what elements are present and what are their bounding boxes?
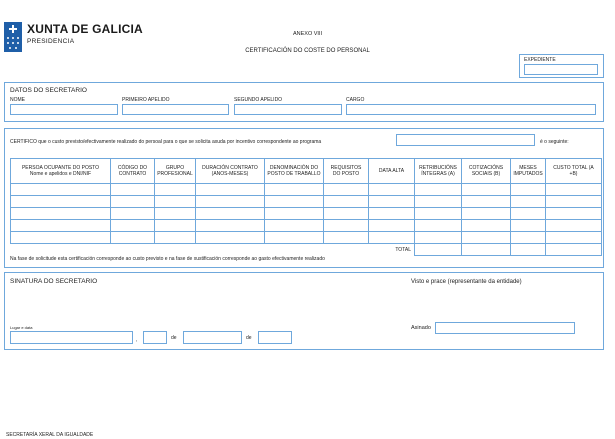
nome-label: NOME	[10, 97, 25, 103]
primeiro-apelido-label: PRIMEIRO APELIDO	[122, 97, 170, 103]
certifico-suffix: é o seguinte:	[540, 139, 569, 145]
col-header-requisitos: REQUISITOS DO POSTO	[324, 159, 369, 184]
certifico-text: CERTIFICO que o custo previsto/efectivamente realizado do persoal para o que se solicita axuda por incentivo correspondente ao programa	[10, 139, 322, 145]
table-cell[interactable]	[369, 232, 415, 244]
total-cell-meses[interactable]	[511, 244, 546, 256]
de-label-1: de	[171, 335, 177, 341]
table-cell[interactable]	[111, 196, 155, 208]
table-cell[interactable]	[265, 184, 324, 196]
table-cell[interactable]	[511, 232, 546, 244]
table-cell[interactable]	[155, 208, 196, 220]
table-row	[11, 232, 602, 244]
document-title: CERTIFICACIÓN DO COSTE DO PERSONAL	[245, 48, 370, 54]
col-header-meses: MESES IMPUTADOS	[511, 159, 546, 184]
table-cell[interactable]	[196, 196, 265, 208]
table-cell[interactable]	[155, 220, 196, 232]
table-cell[interactable]	[11, 208, 111, 220]
table-cell[interactable]	[415, 232, 462, 244]
section-title-secretario: DATOS DO SECRETARIO	[10, 87, 87, 94]
place-field[interactable]	[10, 331, 133, 344]
cost-table	[10, 158, 602, 256]
table-cell[interactable]	[546, 220, 602, 232]
footer-text: SECRETARÍA XERAL DA IGUALDADE	[6, 432, 94, 438]
table-cell[interactable]	[369, 208, 415, 220]
table-cell[interactable]	[511, 196, 546, 208]
col-header-data-alta: DATA ALTA	[369, 159, 415, 184]
col-header-codigo: CÓDIGO DO CONTRATO	[111, 159, 155, 184]
nome-field[interactable]	[10, 104, 118, 115]
table-cell[interactable]	[265, 220, 324, 232]
table-cell[interactable]	[511, 220, 546, 232]
table-cell[interactable]	[11, 232, 111, 244]
signature-title: SINATURA DO SECRETARIO	[10, 278, 98, 285]
expediente-field[interactable]	[524, 64, 598, 75]
table-cell[interactable]	[111, 220, 155, 232]
col-header-grupo: GRUPO PROFESIONAL	[155, 159, 196, 184]
col-header-persoa: PERSOA OCUPANTE DO POSTO Nome e apelidos e DNI/NIF	[11, 159, 111, 184]
comma-separator: ,	[136, 337, 138, 343]
asinado-field[interactable]	[435, 322, 575, 334]
table-cell[interactable]	[265, 208, 324, 220]
table-cell[interactable]	[111, 232, 155, 244]
total-row	[11, 244, 602, 256]
table-row	[11, 184, 602, 196]
de-label-2: de	[246, 335, 252, 341]
total-cell-custo[interactable]	[546, 244, 602, 256]
table-cell[interactable]	[415, 184, 462, 196]
programa-field[interactable]	[396, 134, 535, 146]
brand-subtitle: PRESIDENCIA	[27, 38, 75, 45]
table-cell[interactable]	[324, 220, 369, 232]
table-cell[interactable]	[462, 196, 511, 208]
table-cell[interactable]	[324, 208, 369, 220]
table-cell[interactable]	[324, 232, 369, 244]
total-label: TOTAL	[11, 244, 415, 256]
table-cell[interactable]	[196, 220, 265, 232]
table-cell[interactable]	[111, 184, 155, 196]
brand-name: XUNTA DE GALICIA	[27, 22, 143, 36]
table-cell[interactable]	[265, 196, 324, 208]
table-cell[interactable]	[546, 184, 602, 196]
secretario-section	[4, 82, 604, 122]
cargo-label: CARGO	[346, 97, 365, 103]
signature-section	[4, 272, 604, 350]
table-cell[interactable]	[546, 232, 602, 244]
table-cell[interactable]	[462, 208, 511, 220]
expediente-label: EXPEDIENTE	[524, 57, 556, 63]
col-header-denominacion: DENOMINACIÓN DO POSTO DE TRABALLO	[265, 159, 324, 184]
col-header-duracion: DURACIÓN CONTRATO (ANOS-MESES)	[196, 159, 265, 184]
table-cell[interactable]	[324, 196, 369, 208]
col-header-custo-total: CUSTO TOTAL (A +B)	[546, 159, 602, 184]
table-cell[interactable]	[155, 196, 196, 208]
table-cell[interactable]	[324, 184, 369, 196]
table-row	[11, 208, 602, 220]
year-field[interactable]	[258, 331, 292, 344]
table-cell[interactable]	[155, 232, 196, 244]
table-cell[interactable]	[462, 184, 511, 196]
table-cell[interactable]	[511, 208, 546, 220]
table-cell[interactable]	[415, 196, 462, 208]
segundo-apelido-label: SEGUNDO APELIDO	[234, 97, 283, 103]
table-row	[11, 220, 602, 232]
place-date-label: Lugar e data	[10, 325, 33, 330]
annex-label: ANEXO VIII	[292, 31, 323, 37]
table-cell[interactable]	[369, 220, 415, 232]
total-cell-cotizacions[interactable]	[462, 244, 511, 256]
total-cell-retribucions[interactable]	[415, 244, 462, 256]
table-cell[interactable]	[11, 184, 111, 196]
segundo-apelido-field[interactable]	[234, 104, 342, 115]
table-cell[interactable]	[196, 208, 265, 220]
expediente-box	[519, 54, 604, 78]
table-cell[interactable]	[11, 220, 111, 232]
table-cell[interactable]	[196, 184, 265, 196]
table-cell[interactable]	[265, 232, 324, 244]
table-cell[interactable]	[369, 184, 415, 196]
table-cell[interactable]	[415, 220, 462, 232]
note-text: Na fase de solicitude esta certificación corresponde ao custo previsto e na fase de xustificación corresponde ao gasto efectivamente realizado	[10, 256, 325, 262]
asinado-label: Asinado	[411, 325, 431, 331]
cargo-field[interactable]	[346, 104, 596, 115]
col-header-cotizacions: COTIZACIÓNS SOCIAIS (B)	[462, 159, 511, 184]
table-cell[interactable]	[155, 184, 196, 196]
table-cell[interactable]	[546, 196, 602, 208]
visto-title: Visto e prace (representante da entidade)	[411, 279, 522, 285]
table-cell[interactable]	[196, 232, 265, 244]
table-cell[interactable]	[369, 196, 415, 208]
table-cell[interactable]	[111, 208, 155, 220]
month-field[interactable]	[183, 331, 242, 344]
table-cell[interactable]	[462, 232, 511, 244]
table-row	[11, 196, 602, 208]
col-header-retribucions: RETRIBUCIÓNS ÍNTEGRAS (A)	[415, 159, 462, 184]
table-cell[interactable]	[11, 196, 111, 208]
table-cell[interactable]	[546, 208, 602, 220]
table-cell[interactable]	[462, 220, 511, 232]
table-cell[interactable]	[511, 184, 546, 196]
table-cell[interactable]	[415, 208, 462, 220]
day-field[interactable]	[143, 331, 167, 344]
primeiro-apelido-field[interactable]	[122, 104, 229, 115]
